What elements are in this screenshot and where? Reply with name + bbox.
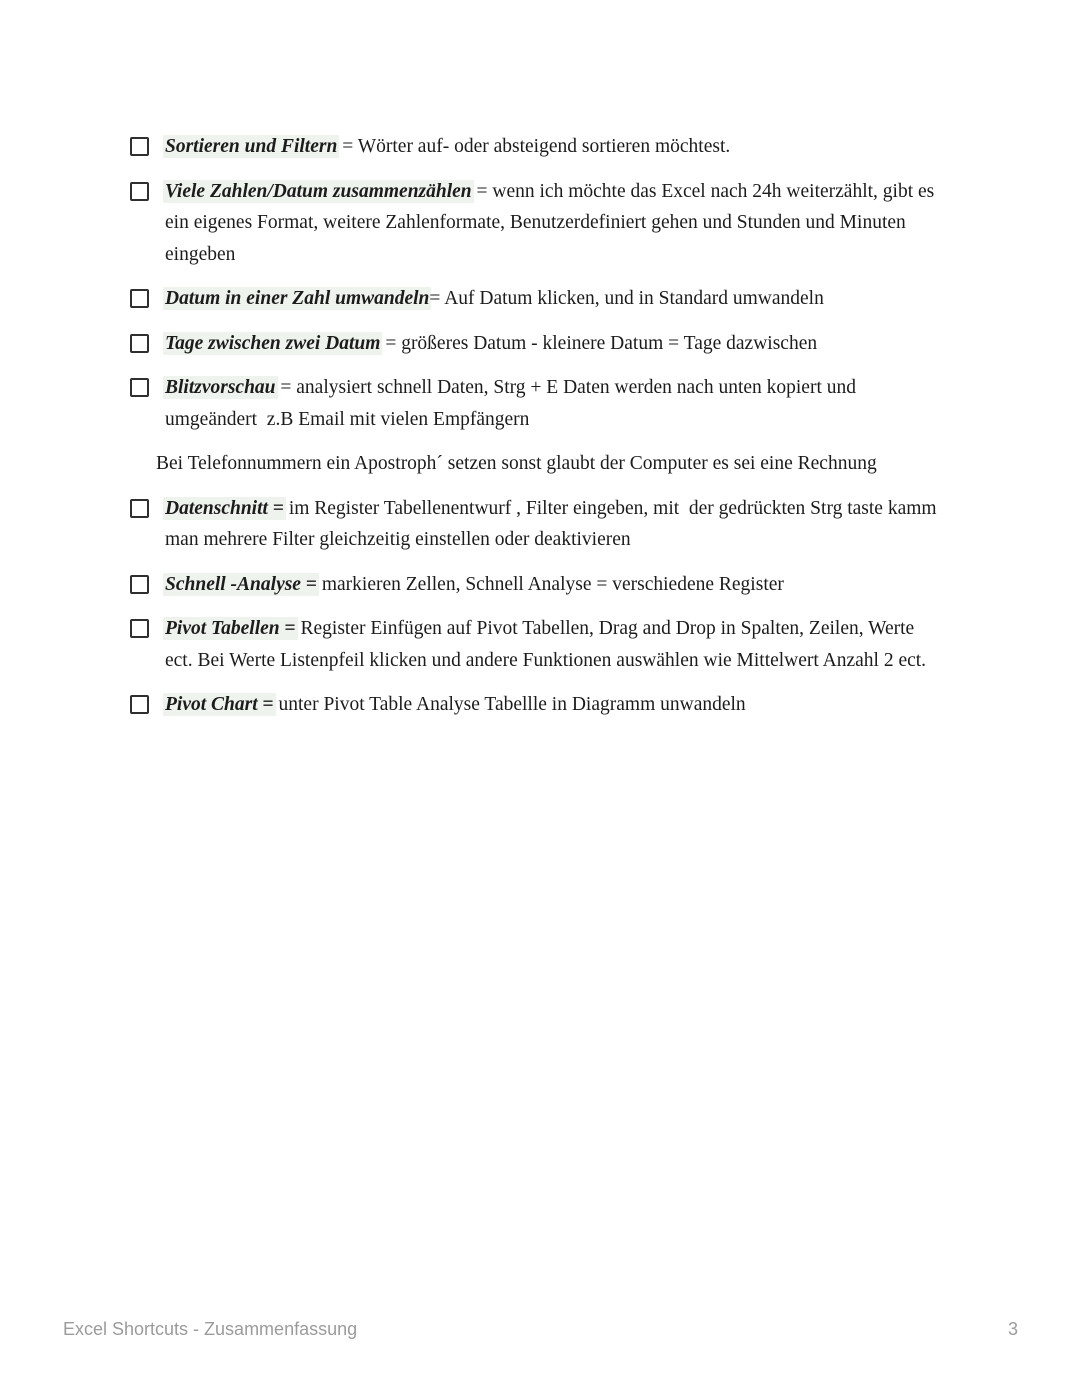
todo-term-highlight (163, 180, 474, 203)
checkbox-unchecked-icon[interactable] (130, 289, 149, 308)
todo-item (128, 613, 948, 676)
footer-page-number: 3 (1007, 1319, 1018, 1339)
todo-term: Sortieren und Filtern (165, 136, 338, 157)
todo-description: markieren Zellen, Schnell Analyse = verschiedene Register (321, 573, 784, 595)
todo-term-highlight (163, 376, 278, 399)
todo-description: unter Pivot Table Analyse Tabellle in Diagramm unwandeln (278, 694, 746, 715)
todo-text (165, 613, 946, 676)
todo-term-highlight (163, 617, 298, 640)
todo-description: Auf Datum klicken, und in Standard umwandeln (444, 288, 824, 309)
todo-term: Tage zwischen zwei Datum (165, 332, 381, 354)
todo-item (128, 328, 948, 360)
todo-separator: = (337, 136, 358, 157)
checkbox-unchecked-icon[interactable] (130, 499, 149, 518)
todo-term: Schnell -Analyse (165, 573, 301, 595)
checkbox-unchecked-icon[interactable] (130, 695, 149, 714)
checkbox-unchecked-icon[interactable] (130, 182, 149, 201)
todo-term-highlight (163, 573, 319, 596)
checklist-content (128, 131, 948, 734)
todo-text (165, 131, 946, 163)
footer-title: Excel Shortcuts - Zusammenfassung (63, 1319, 358, 1339)
todo-item (128, 131, 948, 163)
todo-term-highlight (163, 287, 431, 310)
todo-item (128, 372, 948, 435)
checkbox-unchecked-icon[interactable] (130, 137, 149, 156)
todo-item (128, 176, 948, 271)
todo-description: analysiert schnell Daten, Strg + E Daten werden nach unten kopiert und umgeändert z.B Email mit vielen Empfängern (165, 377, 861, 430)
todo-separator: = (429, 288, 445, 309)
todo-term: Pivot Tabellen (165, 618, 280, 639)
todo-term: Blitzvorschau (165, 377, 276, 398)
todo-item (128, 493, 948, 556)
todo-item (128, 569, 948, 601)
todo-equals: = (279, 618, 296, 639)
todo-equals: = (300, 573, 317, 595)
todo-equals: = (267, 497, 284, 519)
todo-term-highlight (163, 497, 286, 520)
todo-term: Datenschnitt (165, 497, 268, 519)
todo-equals: = (257, 694, 274, 715)
todo-term: Pivot Chart (165, 694, 258, 715)
checkbox-unchecked-icon[interactable] (130, 334, 149, 353)
todo-text (165, 689, 946, 721)
todo-separator: = (275, 377, 297, 398)
todo-item (128, 689, 948, 721)
checkbox-unchecked-icon[interactable] (130, 619, 149, 638)
todo-text (165, 493, 946, 556)
todo-description: Wörter auf- oder absteigend sortieren möchtest. (357, 136, 731, 157)
todo-term-highlight (163, 135, 339, 158)
todo-text (165, 328, 946, 360)
todo-description: wenn ich möchte das Excel nach 24h weiterzählt, gibt es ein eigenes Format, weitere Zahlenformate, Benutzerdefiniert gehen und Stunden und Minuten eingeben (165, 180, 940, 265)
note-paragraph: Bei Telefonnummern ein Apostroph´ setzen sonst glaubt der Computer es sei eine Rechnung (156, 453, 877, 474)
page-footer (63, 1319, 1018, 1340)
todo-term: Datum in einer Zahl umwandeln (165, 288, 430, 309)
todo-term-highlight (163, 693, 276, 716)
todo-description: größeres Datum - kleinere Datum = Tage dazwischen (401, 332, 818, 354)
todo-text (165, 176, 946, 271)
checkbox-unchecked-icon[interactable] (130, 575, 149, 594)
todo-item (128, 283, 948, 315)
todo-term: Viele Zahlen/Datum zusammenzählen (165, 180, 472, 202)
checkbox-unchecked-icon[interactable] (130, 378, 149, 397)
todo-text (165, 372, 946, 435)
todo-description: Register Einfügen auf Pivot Tabellen, Drag and Drop in Spalten, Zeilen, Werte ect. Bei Werte Listenpfeil klicken und andere Funktionen auswählen wie Mittelwert Anzahl 2 ect. (165, 618, 927, 671)
todo-text (165, 283, 946, 315)
todo-text (165, 569, 946, 601)
todo-description: im Register Tabellenentwurf , Filter eingeben, mit der gedrückten Strg taste kamm man mehrere Filter gleichzeitig einstellen oder deaktivieren (165, 497, 942, 550)
todo-separator: = (471, 180, 493, 202)
todo-term-highlight (163, 332, 382, 355)
todo-separator: = (380, 332, 402, 354)
